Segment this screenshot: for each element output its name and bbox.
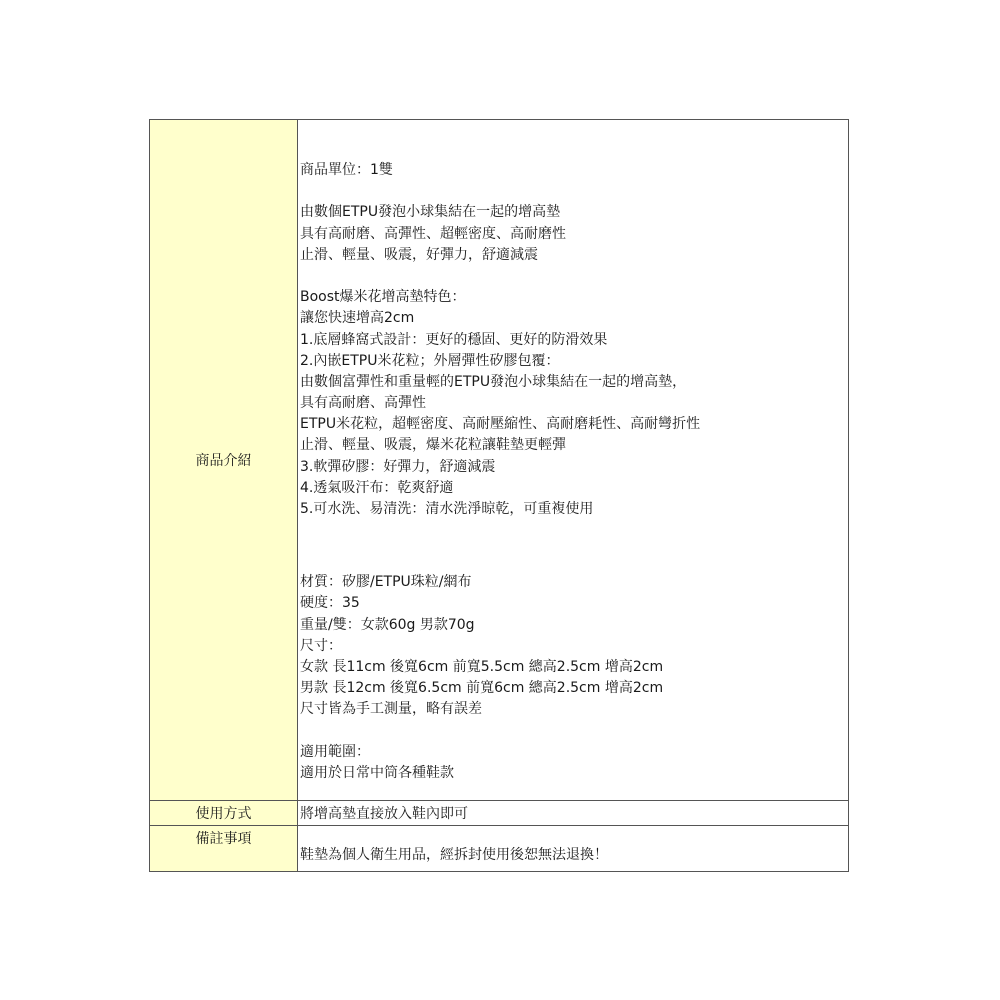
notes-label: 備註事項 [150,826,298,872]
intro-block [300,202,848,266]
spec-line: 女款 長11cm 後寬6cm 前寬5.5cm 總高2.5cm 增高2cm [300,658,664,675]
spacer [300,721,848,742]
usage-label: 使用方式 [150,801,298,826]
usage-text: 將增高墊直接放入鞋內即可 [298,801,849,826]
feature-line: 1.底層蜂窩式設計：更好的穩固、更好的防滑效果 [300,331,608,348]
feature-line: Boost爆米花增高墊特色： [300,289,466,306]
features-block [300,287,848,520]
spec-line: 重量/雙：女款60g 男款70g [300,616,475,633]
feature-line: 3.軟彈矽膠：好彈力，舒適減震 [300,458,496,475]
description-row [150,120,849,801]
scope-line: 適用範圍： [300,743,370,760]
feature-line: 2.內嵌ETPU米花粒；外層彈性矽膠包覆： [300,352,560,369]
notes-text: 鞋墊為個人衛生用品，經拆封使用後恕無法退換！ [298,826,849,872]
description-label: 商品介紹 [150,120,298,801]
spec-line: 尺寸皆為手工測量，略有誤差 [300,701,482,718]
intro-line: 由數個ETPU發泡小球集結在一起的增高墊 [300,204,561,221]
intro-line: 具有高耐磨、高彈性、超輕密度、高耐磨性 [300,225,566,242]
spec-line: 男款 長12cm 後寬6.5cm 前寬6cm 總高2.5cm 增高2cm [300,680,664,697]
description-content-cell [298,120,849,801]
scope-block [300,742,848,784]
scope-line: 適用於日常中筒各種鞋款 [300,764,454,781]
feature-line: 5.可水洗、易清洗：清水洗淨晾乾，可重複使用 [300,501,594,517]
feature-line: ETPU米花粒，超輕密度、高耐壓縮性、高耐磨耗性、高耐彎折性 [300,416,701,433]
spec-line: 硬度：35 [300,595,360,612]
feature-line: 4.透氣吸汗布：乾爽舒適 [300,479,454,496]
description-content [300,120,848,784]
feature-line: 讓您快速增高2cm [300,310,415,327]
product-spec-table [149,119,849,872]
spec-line: 材質：矽膠/ETPU珠粒/網布 [300,574,472,591]
specs-block [300,572,848,720]
intro-line: 止滑、輕量、吸震，好彈力，舒適減震 [300,246,538,263]
notes-row [150,826,849,872]
spacer [300,520,848,572]
spacer [300,266,848,287]
usage-row [150,801,849,826]
feature-line: 具有高耐磨、高彈性 [300,395,426,412]
spacer [300,181,848,202]
unit-line: 商品單位：1雙 [300,162,393,178]
spec-line: 尺寸： [300,637,342,654]
feature-line: 止滑、輕量、吸震，爆米花粒讓鞋墊更輕彈 [300,437,566,454]
feature-line: 由數個富彈性和重量輕的ETPU發泡小球集結在一起的增高墊， [300,373,687,390]
